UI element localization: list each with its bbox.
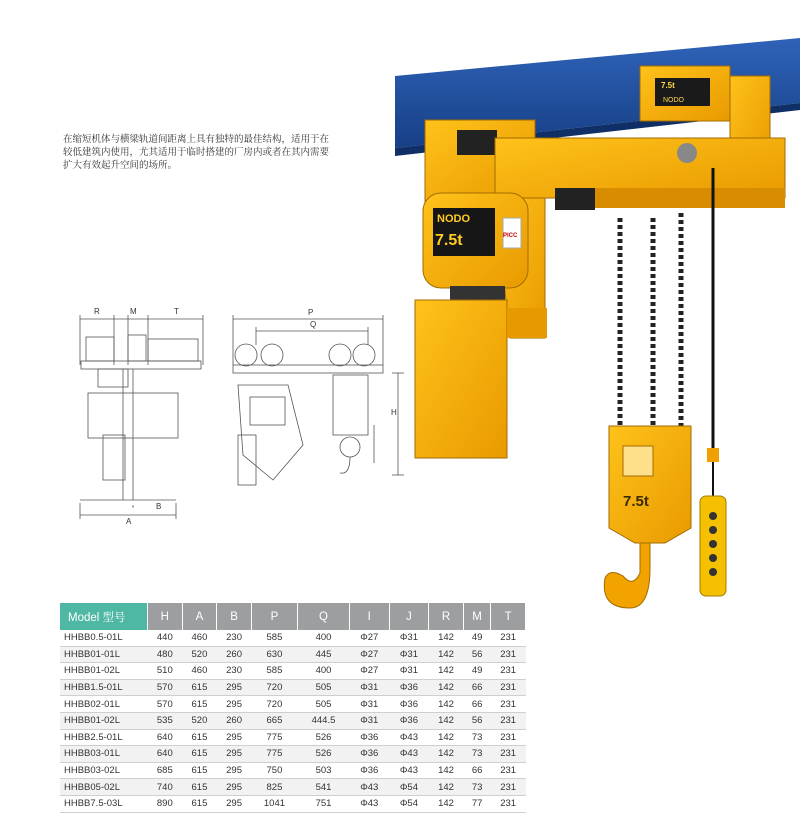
value-cell: 520 — [182, 712, 217, 729]
value-cell: 890 — [148, 795, 183, 812]
value-cell: 142 — [429, 762, 464, 779]
value-cell: 665 — [251, 712, 297, 729]
front-view — [80, 315, 203, 519]
label-b: B — [156, 502, 162, 511]
value-cell: 295 — [217, 746, 252, 763]
pendant-control — [700, 462, 726, 596]
value-cell: Φ31 — [389, 646, 429, 663]
label-p: P — [308, 308, 314, 317]
value-cell: Φ43 — [389, 746, 429, 763]
value-cell: 295 — [217, 679, 252, 696]
value-cell: 480 — [148, 646, 183, 663]
value-cell: Φ36 — [349, 729, 389, 746]
header-i: I — [349, 603, 389, 630]
value-cell: Φ36 — [389, 712, 429, 729]
value-cell: 825 — [251, 779, 297, 796]
value-cell: Φ36 — [389, 696, 429, 713]
value-cell: 295 — [217, 729, 252, 746]
value-cell: 66 — [463, 679, 490, 696]
value-cell: 142 — [429, 779, 464, 796]
table-row — [60, 663, 526, 680]
value-cell: Φ27 — [349, 630, 389, 646]
value-cell: Φ43 — [349, 779, 389, 796]
description-line: 在缩短机体与横梁轨道间距离上具有独特的最佳结构，适用于在 — [63, 134, 330, 145]
value-cell: 142 — [429, 646, 464, 663]
header-m: M — [463, 603, 490, 630]
value-cell: 230 — [217, 630, 252, 646]
table-row — [60, 630, 526, 646]
hoist-product-photo — [395, 28, 800, 618]
value-cell: Φ54 — [389, 779, 429, 796]
specification-table — [60, 603, 526, 813]
value-cell: 615 — [182, 696, 217, 713]
value-cell: 231 — [491, 696, 526, 713]
value-cell: 231 — [491, 795, 526, 812]
value-cell: 231 — [491, 746, 526, 763]
value-cell: 526 — [298, 729, 350, 746]
value-cell: Φ31 — [389, 630, 429, 646]
model-cell: HHBB03-02L — [60, 762, 148, 779]
value-cell: 615 — [182, 795, 217, 812]
value-cell: Φ36 — [349, 746, 389, 763]
value-cell: Φ43 — [349, 795, 389, 812]
value-cell: 685 — [148, 762, 183, 779]
value-cell: 295 — [217, 696, 252, 713]
header-r: R — [429, 603, 464, 630]
value-cell: 66 — [463, 696, 490, 713]
table-row — [60, 646, 526, 663]
value-cell: 142 — [429, 746, 464, 763]
description-line: 较低建筑内使用，尤其适用于临时搭建的厂房内或者在其内需要 — [63, 147, 330, 158]
label-q: Q — [310, 320, 317, 329]
value-cell: 775 — [251, 729, 297, 746]
value-cell: 231 — [491, 729, 526, 746]
value-cell: 750 — [251, 762, 297, 779]
model-cell: HHBB7.5-03L — [60, 795, 148, 812]
value-cell: 585 — [251, 630, 297, 646]
table-row — [60, 696, 526, 713]
value-cell: 231 — [491, 712, 526, 729]
hook-capacity: 7.5t — [623, 493, 649, 510]
value-cell: 526 — [298, 746, 350, 763]
model-cell: HHBB03-01L — [60, 746, 148, 763]
model-cell: HHBB2.5-01L — [60, 729, 148, 746]
value-cell: Φ43 — [389, 729, 429, 746]
value-cell: 630 — [251, 646, 297, 663]
model-cell: HHBB0.5-01L — [60, 630, 148, 646]
value-cell: Φ43 — [389, 762, 429, 779]
value-cell: 260 — [217, 646, 252, 663]
table-row — [60, 729, 526, 746]
value-cell: 77 — [463, 795, 490, 812]
value-cell: 231 — [491, 630, 526, 646]
value-cell: 615 — [182, 746, 217, 763]
value-cell: 720 — [251, 696, 297, 713]
trolley-brand: NODO — [663, 97, 684, 104]
value-cell: 503 — [298, 762, 350, 779]
header-model: Model 型号 — [60, 603, 148, 630]
value-cell: 49 — [463, 630, 490, 646]
value-cell: 535 — [148, 712, 183, 729]
value-cell: Φ36 — [389, 679, 429, 696]
value-cell: 400 — [298, 663, 350, 680]
value-cell: 231 — [491, 779, 526, 796]
value-cell: Φ31 — [349, 679, 389, 696]
value-cell: Φ54 — [389, 795, 429, 812]
value-cell: 570 — [148, 696, 183, 713]
model-cell: HHBB05-02L — [60, 779, 148, 796]
header-h: H — [148, 603, 183, 630]
value-cell: 142 — [429, 729, 464, 746]
model-cell: HHBB01-02L — [60, 712, 148, 729]
hoist-brand: NODO — [437, 213, 470, 225]
value-cell: 775 — [251, 746, 297, 763]
header-a: A — [182, 603, 217, 630]
value-cell: 231 — [491, 762, 526, 779]
value-cell: 56 — [463, 646, 490, 663]
value-cell: 142 — [429, 679, 464, 696]
label-r: R — [94, 307, 100, 316]
header-j: J — [389, 603, 429, 630]
product-description — [63, 133, 333, 172]
value-cell: 445 — [298, 646, 350, 663]
label-m: M — [130, 307, 137, 316]
value-cell: 541 — [298, 779, 350, 796]
value-cell: 295 — [217, 795, 252, 812]
value-cell: 260 — [217, 712, 252, 729]
value-cell: 231 — [491, 663, 526, 680]
value-cell: Φ31 — [389, 663, 429, 680]
model-cell: HHBB02-01L — [60, 696, 148, 713]
trolley-capacity: 7.5t — [661, 81, 675, 90]
value-cell: Φ31 — [349, 696, 389, 713]
value-cell: 295 — [217, 779, 252, 796]
value-cell: 460 — [182, 663, 217, 680]
value-cell: Φ31 — [349, 712, 389, 729]
model-cell: HHBB01-01L — [60, 646, 148, 663]
technical-drawing — [78, 305, 408, 530]
value-cell: 73 — [463, 779, 490, 796]
value-cell: 570 — [148, 679, 183, 696]
side-view — [233, 315, 404, 485]
value-cell: 444.5 — [298, 712, 350, 729]
value-cell: 520 — [182, 646, 217, 663]
value-cell: 751 — [298, 795, 350, 812]
value-cell: 740 — [148, 779, 183, 796]
value-cell: 440 — [148, 630, 183, 646]
header-q: Q — [298, 603, 350, 630]
model-cell: HHBB01-02L — [60, 663, 148, 680]
value-cell: 505 — [298, 679, 350, 696]
value-cell: 142 — [429, 712, 464, 729]
value-cell: 615 — [182, 729, 217, 746]
value-cell: 460 — [182, 630, 217, 646]
value-cell: 49 — [463, 663, 490, 680]
label-t: T — [174, 307, 179, 316]
value-cell: 142 — [429, 663, 464, 680]
header-p: P — [251, 603, 297, 630]
value-cell: 615 — [182, 762, 217, 779]
value-cell: 505 — [298, 696, 350, 713]
hoist-body — [415, 193, 547, 458]
value-cell: 73 — [463, 729, 490, 746]
table-row — [60, 779, 526, 796]
value-cell: Φ36 — [349, 762, 389, 779]
value-cell: 640 — [148, 746, 183, 763]
value-cell: 585 — [251, 663, 297, 680]
value-cell: 73 — [463, 746, 490, 763]
hoist-capacity: 7.5t — [435, 232, 463, 249]
value-cell: 400 — [298, 630, 350, 646]
value-cell: 295 — [217, 762, 252, 779]
value-cell: 230 — [217, 663, 252, 680]
value-cell: 66 — [463, 762, 490, 779]
value-cell: 231 — [491, 646, 526, 663]
label-a: A — [126, 517, 132, 526]
value-cell: 56 — [463, 712, 490, 729]
value-cell: Φ27 — [349, 663, 389, 680]
header-t: T — [491, 603, 526, 630]
value-cell: 510 — [148, 663, 183, 680]
table-row — [60, 795, 526, 812]
value-cell: 1041 — [251, 795, 297, 812]
value-cell: 640 — [148, 729, 183, 746]
value-cell: 142 — [429, 696, 464, 713]
value-cell: 142 — [429, 630, 464, 646]
table-row — [60, 762, 526, 779]
header-b: B — [217, 603, 252, 630]
value-cell: 720 — [251, 679, 297, 696]
label-h: H — [391, 408, 397, 417]
table-header-row — [60, 603, 526, 630]
value-cell: 615 — [182, 779, 217, 796]
value-cell: 615 — [182, 679, 217, 696]
value-cell: 231 — [491, 679, 526, 696]
load-chains — [620, 213, 681, 428]
hook-block — [604, 426, 691, 608]
model-cell: HHBB1.5-01L — [60, 679, 148, 696]
picc-tag: PICC — [503, 233, 518, 239]
table-row — [60, 712, 526, 729]
description-line: 扩大有效起升空间的场所。 — [63, 160, 178, 171]
table-row — [60, 746, 526, 763]
value-cell: 142 — [429, 795, 464, 812]
table-body — [60, 630, 526, 812]
value-cell: Φ27 — [349, 646, 389, 663]
table-row — [60, 679, 526, 696]
